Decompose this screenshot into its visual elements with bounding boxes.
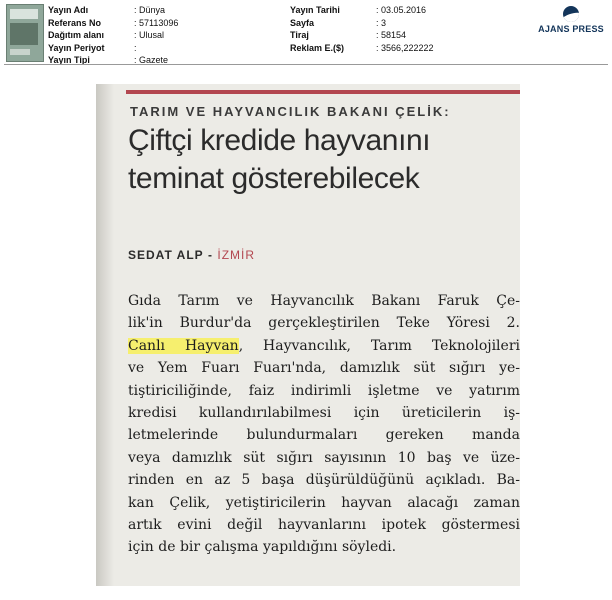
- meta-row: [290, 42, 434, 55]
- meta-label: Yayın Adı: [48, 5, 89, 15]
- accent-rule: [126, 90, 520, 94]
- meta-label: Referans No: [48, 17, 102, 28]
- meta-row: [48, 29, 274, 42]
- thumbnail-text: [10, 49, 30, 55]
- ajans-press-logo: [536, 6, 606, 34]
- body-text: Gıda Tarım ve Hayvancılık Bakanı Faruk Çe-: [128, 293, 520, 309]
- body-line: [128, 312, 520, 334]
- meta-row: [290, 17, 434, 30]
- thumbnail-photo: [10, 23, 38, 45]
- headline-line: Çiftçi kredide hayvanını: [128, 124, 431, 157]
- article-kicker: TARIM VE HAYVANCILIK BAKANI ÇELİK:: [130, 104, 451, 119]
- meta-right: [290, 4, 434, 54]
- meta-value: : 58154: [376, 30, 407, 40]
- body-line: [128, 447, 520, 469]
- page-thumbnail: [6, 4, 44, 62]
- meta-row: [48, 4, 274, 17]
- body-text: lik'in Burdur'da gerçekleştirilen Teke Yöresi 2.: [128, 315, 520, 332]
- body-text: kan Çelik, yetiştiricilerin hayvan alacağı zaman: [128, 494, 520, 511]
- meta-value: : 3566,222222: [376, 42, 434, 53]
- body-line: [128, 536, 520, 558]
- meta-row: [290, 29, 434, 42]
- body-line: [128, 492, 520, 514]
- body-line: [128, 424, 520, 446]
- header-divider: [4, 64, 608, 65]
- fold-shadow: [96, 84, 114, 586]
- body-text: veya damızlık süt sığırı sayısının 10 baş ve üze-: [128, 449, 520, 466]
- meta-label: Yayın Periyot: [48, 42, 105, 53]
- logo-text: AJANS PRESS: [538, 24, 604, 34]
- body-text: için de bir çalışma yapıldığını söyledi.: [128, 539, 397, 556]
- headline-line: teminat gösterebilecek: [128, 162, 420, 195]
- meta-value: : Dünya: [134, 5, 166, 15]
- meta-value: : 3: [376, 17, 387, 28]
- byline-separator: -: [208, 248, 214, 262]
- meta-value: :: [134, 42, 137, 53]
- highlighted-text: Canlı Hayvan: [128, 337, 239, 354]
- article-headline: [128, 122, 508, 198]
- thumbnail-masthead: [10, 9, 38, 19]
- meta-row: [48, 42, 274, 55]
- byline-city: İZMİR: [217, 248, 256, 262]
- byline: [128, 248, 255, 262]
- meta-row: [290, 4, 434, 17]
- body-text: artık evini değil hayvanlarını ipotek göstermesi: [128, 517, 520, 534]
- body-text: letmelerinde bulundurmaları gereken manda: [128, 427, 520, 444]
- body-text: ve Yem Fuarı Fuarı'nda, damızlık süt sığırı ye-: [128, 360, 520, 377]
- meta-value: : Gazete: [134, 55, 169, 65]
- body-line: [128, 335, 520, 357]
- author-name: SEDAT ALP: [128, 248, 204, 262]
- body-text: , Hayvancılık, Tarım Teknolojileri: [238, 337, 520, 354]
- body-line: [128, 514, 520, 536]
- meta-label: Dağıtım alanı: [48, 30, 105, 40]
- body-line: [128, 469, 520, 491]
- body-text: kredisi kullandırılabilmesi için üreticilerin iş-: [128, 405, 520, 422]
- meta-value: : Ulusal: [134, 30, 165, 40]
- body-line: [128, 380, 520, 402]
- body-line: [128, 402, 520, 424]
- article-body: [128, 290, 520, 559]
- body-text: rinden en az 5 başa düşürüldüğünü açıkladı. Ba-: [128, 472, 520, 489]
- meta-row: [48, 17, 274, 30]
- body-line: [128, 290, 520, 312]
- newspaper-clipping: [96, 84, 520, 586]
- meta-left: [48, 4, 274, 67]
- meta-label: Yayın Tipi: [48, 55, 90, 65]
- ajans-press-logo-icon: [563, 6, 579, 22]
- meta-label: Tiraj: [290, 30, 309, 40]
- body-text: tiştiriciliğinde, faiz indirimli işletme ve yatırım: [128, 382, 520, 399]
- meta-label: Sayfa: [290, 17, 315, 28]
- meta-label: Reklam E.($): [290, 42, 345, 53]
- body-line: [128, 357, 520, 379]
- meta-value: : 57113096: [134, 17, 179, 28]
- meta-label: Yayın Tarihi: [290, 5, 340, 15]
- meta-value: : 03.05.2016: [376, 5, 427, 15]
